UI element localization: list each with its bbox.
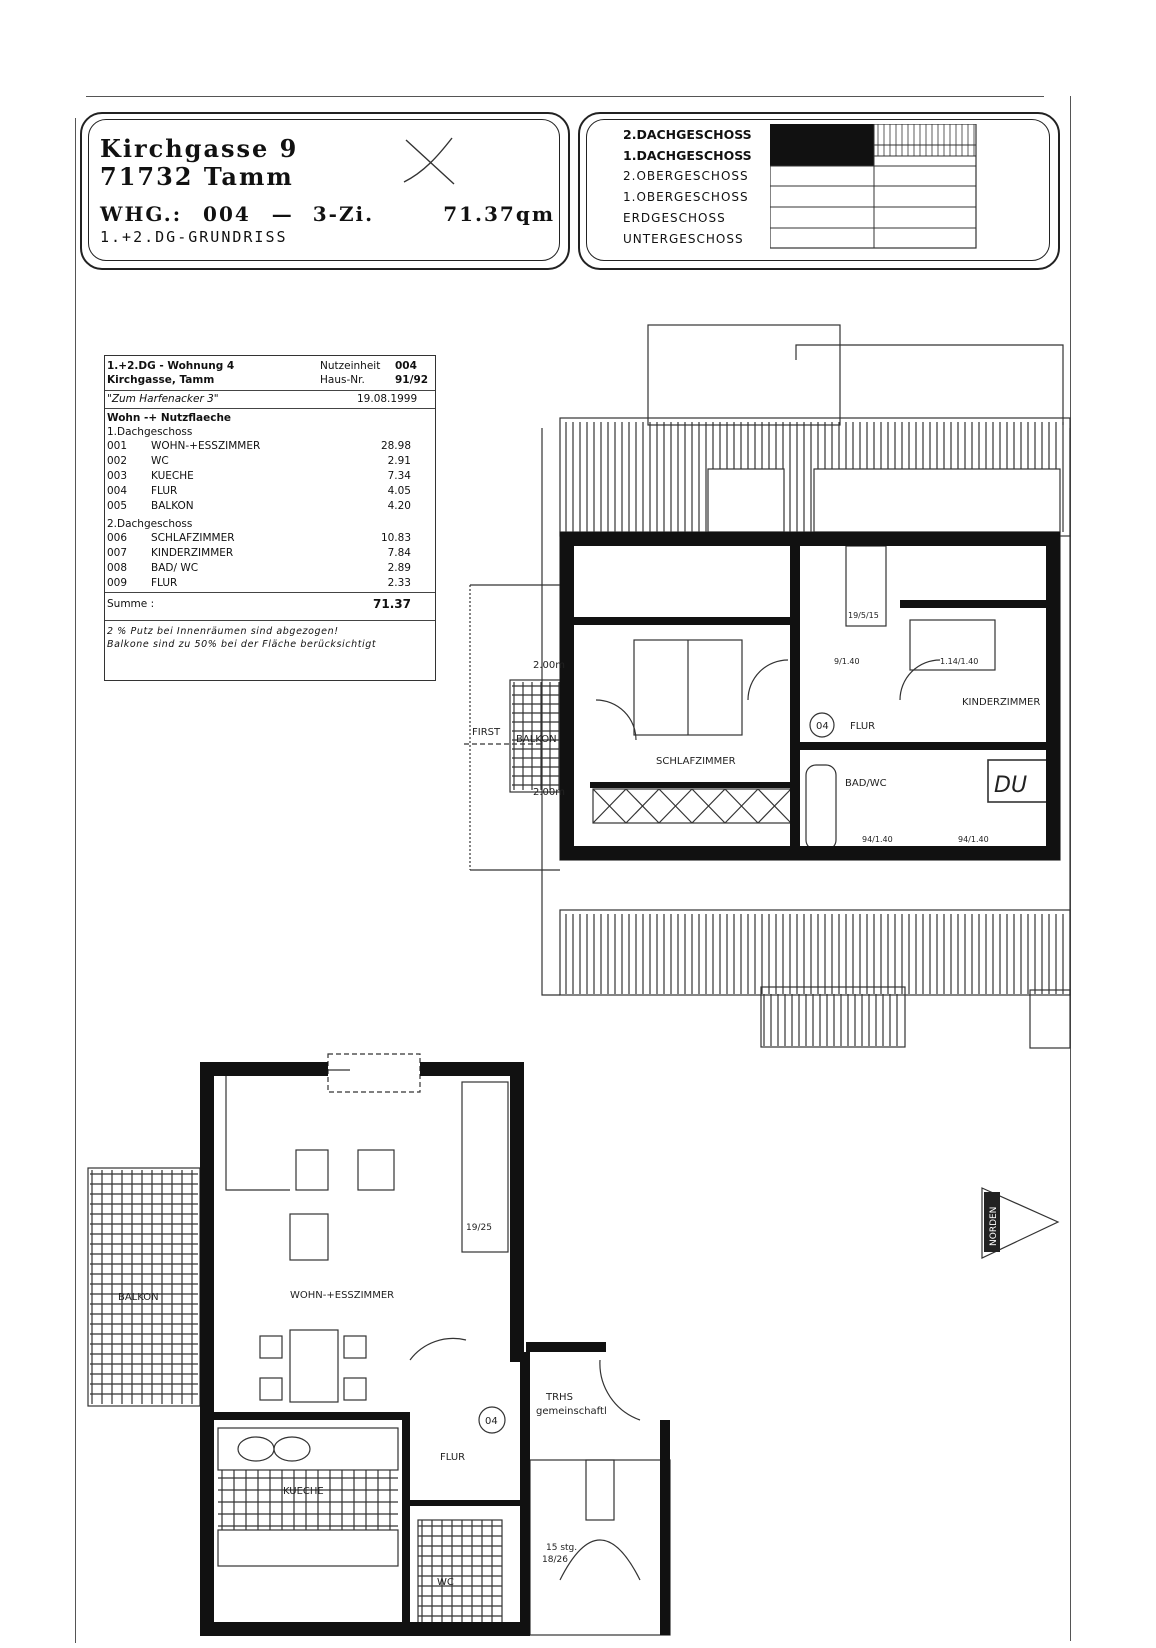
lower-flur-label: FLUR [440,1452,466,1463]
dim-bottom: 2.00m [533,787,566,798]
house-value: 91/92 [395,374,429,386]
floor-label: 1.DACHGESCHOSS [623,148,752,163]
note-balcony: Balkone sind zu 50% bei der Fläche berücksichtigt [107,639,377,650]
trhs-label: TRHS [546,1392,573,1403]
north-label: NORDEN [989,1206,999,1246]
room-name: BAD/ WC [151,562,199,574]
room-area: 2.91 [387,455,411,467]
unit-line: WHG.: 004 — 3-Zi. 71.37qm [100,202,555,226]
room-name: KINDERZIMMER [151,547,234,559]
unit-number: 004 [203,202,251,226]
room-number: 002 [107,455,128,467]
unit-label: WHG.: [100,202,183,226]
dim-label: 94/1.40 [862,835,893,844]
dim-label: 94/1.40 [958,835,989,844]
house-key: Haus-Nr. [320,374,365,386]
lower-stair-label: 19/25 [466,1223,492,1233]
unit-key: Nutzeinheit [320,360,381,372]
room-number: 009 [107,577,128,589]
room-number: 004 [107,485,128,497]
room-area: 7.84 [387,547,411,559]
table-subtitle: Kirchgasse, Tamm [107,374,215,386]
room-area: 2.89 [387,562,411,574]
room-number: 006 [107,532,128,544]
room-area: 2.33 [387,577,411,589]
trhs-sub-label: gemeinschaftl [536,1406,607,1417]
schlafzimmer-label: SCHLAFZIMMER [656,756,736,767]
group-title: 2.Dachgeschoss [107,518,193,530]
room-area: 28.98 [380,440,411,452]
floor-label: 2.OBERGESCHOSS [623,169,749,183]
plan-date: 19.08.1999 [357,393,418,405]
sum-label: Summe : [107,598,155,610]
upper-balkon-label: BALKON [516,734,557,745]
room-name: WC [151,455,169,467]
room-number: 007 [107,547,128,559]
kinderzimmer-label: KINDERZIMMER [962,697,1041,708]
room-name: SCHLAFZIMMER [151,532,235,544]
floor-label: UNTERGESCHOSS [623,232,744,246]
wc-label: WC [437,1577,454,1588]
first-label: FIRST [472,727,501,738]
room-area: 4.05 [387,485,411,497]
room-number: 005 [107,500,128,512]
dim-label: 9/1.40 [834,657,860,666]
sum-value: 71.37 [373,597,411,611]
group-title: 1.Dachgeschoss [107,426,193,438]
room-area: 10.83 [380,532,411,544]
room-name: FLUR [151,577,178,589]
trhs-stair-count: 15 stg. [546,1543,578,1553]
unit-value: 004 [395,360,417,372]
kueche-label: KUECHE [283,1486,324,1497]
room-name: BALKON [151,500,194,512]
upper-stair-label: 19/5/15 [848,611,879,620]
handwritten-du: DU [994,773,1028,798]
room-area: 7.34 [387,470,411,482]
section-title: Wohn -+ Nutzflaeche [107,412,232,424]
bad-label: BAD/WC [845,778,887,789]
room-name: FLUR [151,485,178,497]
upper-flur-number: 04 [816,721,829,732]
wohn-label: WOHN-+ESSZIMMER [290,1290,395,1301]
room-count: 3-Zi. [312,202,375,226]
room-area: 4.20 [387,500,411,512]
project-name: "Zum Harfenacker 3" [107,393,219,405]
room-number: 008 [107,562,128,574]
city-address: 71732 Tamm [100,162,294,191]
upper-flur-label: FLUR [850,721,876,732]
room-number: 003 [107,470,128,482]
room-name: WOHN-+ESSZIMMER [151,440,261,452]
table-title: 1.+2.DG - Wohnung 4 [107,360,235,372]
floor-label: 1.OBERGESCHOSS [623,190,749,204]
street-address: Kirchgasse 9 [100,134,299,163]
lower-balkon-label: BALKON [118,1292,159,1303]
dim-label: 1.14/1.40 [940,657,979,666]
room-name: KUECHE [151,470,194,482]
room-number: 001 [107,440,128,452]
total-area: 71.37qm [443,202,555,226]
trhs-stair-size: 18/26 [542,1555,568,1565]
plan-label: 1.+2.DG-GRUNDRISS [100,228,288,246]
dim-top: 2.00m [533,660,566,671]
floor-label: 2.DACHGESCHOSS [623,127,752,142]
lower-flur-number: 04 [485,1416,498,1427]
note-plaster: 2 % Putz bei Innenräumen sind abgezogen! [107,626,339,637]
floor-label: ERDGESCHOSS [623,211,726,225]
